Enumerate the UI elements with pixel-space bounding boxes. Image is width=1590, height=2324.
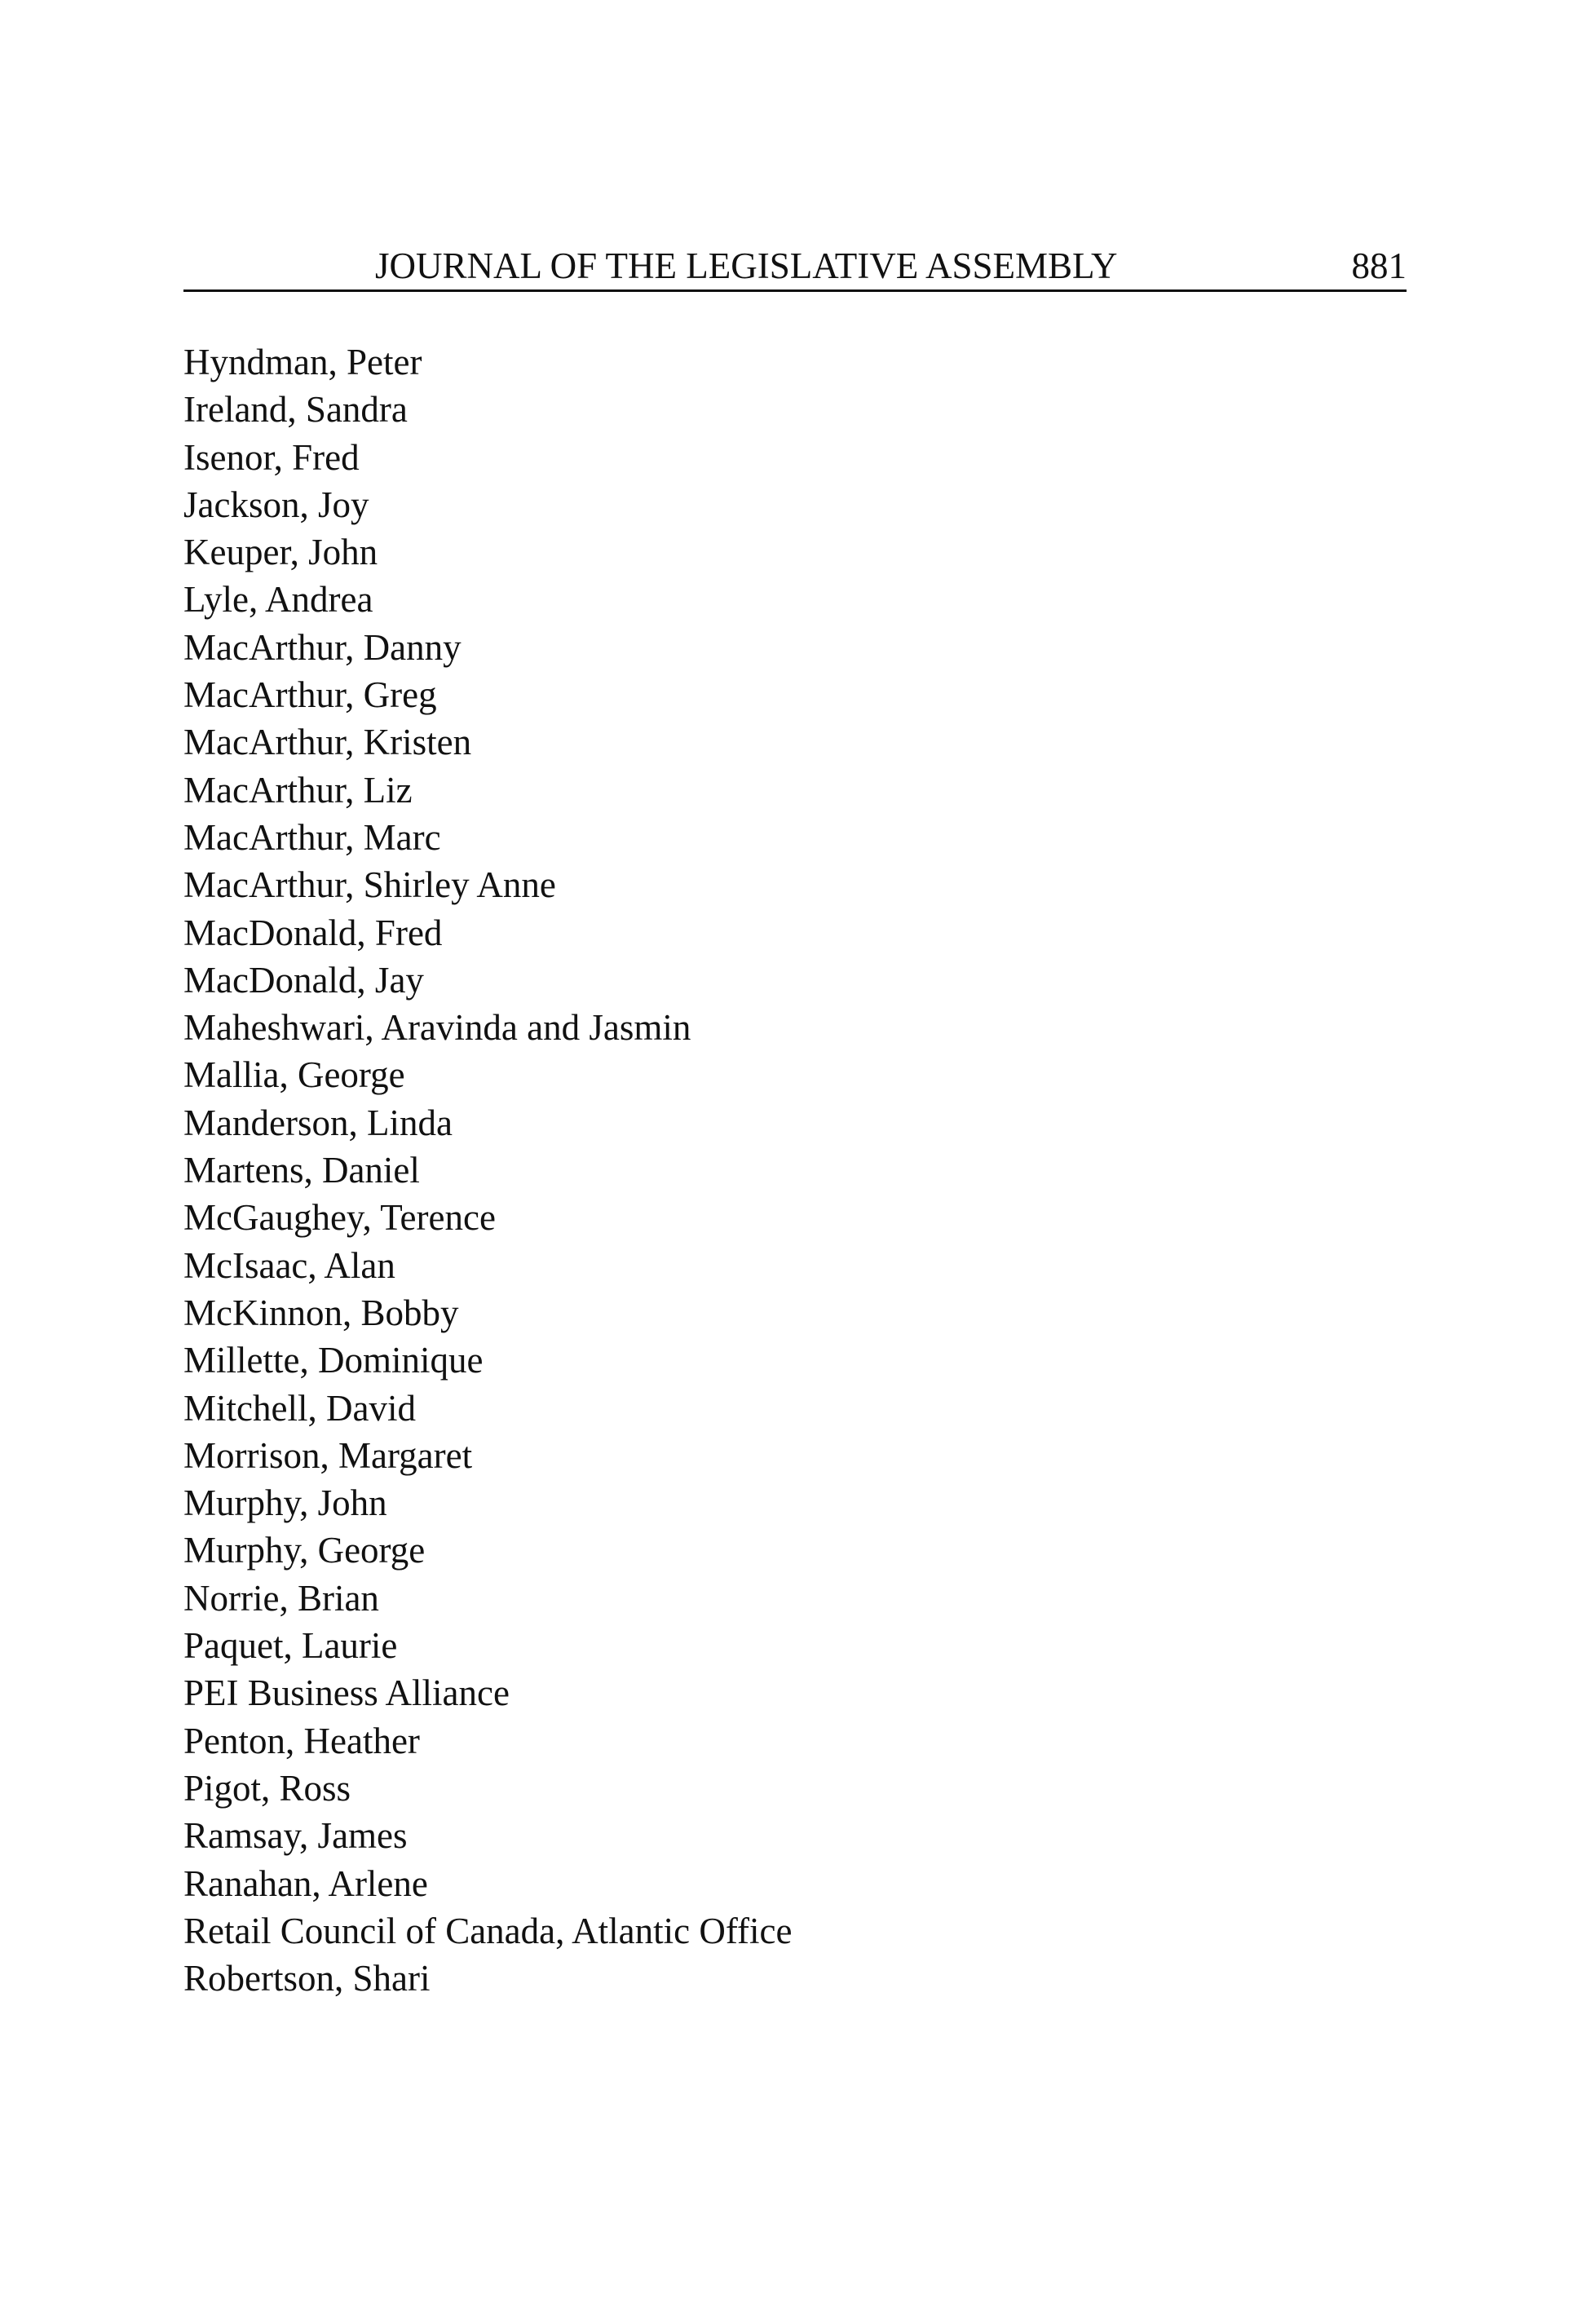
list-item: Hyndman, Peter	[183, 342, 422, 382]
list-item: MacArthur, Marc	[183, 816, 441, 858]
list-item: Mallia, George	[183, 1054, 405, 1096]
list-item: Penton, Heather	[183, 1720, 420, 1761]
list-item: Norrie, Brian	[183, 1577, 379, 1619]
list-item: Lyle, Andrea	[183, 579, 373, 621]
running-header	[183, 241, 1407, 292]
list-item: McKinnon, Bobby	[183, 1292, 459, 1333]
list-item: McIsaac, Alan	[183, 1244, 395, 1286]
list-item: MacArthur, Danny	[183, 626, 462, 668]
list-item: Keuper, John	[183, 532, 378, 573]
list-item: Mitchell, David	[183, 1387, 416, 1429]
list-item: Ranahan, Arlene	[183, 1862, 428, 1904]
list-item: MacDonald, Jay	[183, 959, 424, 1001]
list-item: Jackson, Joy	[183, 484, 369, 525]
list-item: Ireland, Sandra	[183, 389, 408, 431]
name-list	[183, 338, 792, 2002]
list-item: MacArthur, Greg	[183, 674, 437, 716]
list-item: MacArthur, Liz	[183, 769, 413, 811]
list-item: Manderson, Linda	[183, 1102, 453, 1143]
list-item: Robertson, Shari	[183, 1958, 431, 1999]
list-item: Murphy, George	[183, 1530, 426, 1571]
list-item: MacArthur, Shirley Anne	[183, 864, 556, 906]
list-item: PEI Business Alliance	[183, 1672, 510, 1714]
list-item: Martens, Daniel	[183, 1150, 420, 1191]
list-item: Millette, Dominique	[183, 1340, 484, 1381]
list-item: MacDonald, Fred	[183, 912, 443, 953]
list-item: Morrison, Margaret	[183, 1434, 473, 1476]
list-item: Isenor, Fred	[183, 436, 360, 478]
list-item: Maheshwari, Aravinda and Jasmin	[183, 1007, 691, 1049]
page-number: 881	[1351, 245, 1407, 286]
list-item: McGaughey, Terence	[183, 1197, 496, 1239]
list-item: MacArthur, Kristen	[183, 722, 472, 763]
list-item: Murphy, John	[183, 1482, 387, 1524]
list-item: Ramsay, James	[183, 1815, 408, 1857]
list-item: Pigot, Ross	[183, 1767, 351, 1809]
journal-title: JOURNAL OF THE LEGISLATIVE ASSEMBLY	[375, 245, 1118, 286]
list-item: Paquet, Laurie	[183, 1625, 398, 1667]
list-item: Retail Council of Canada, Atlantic Office	[183, 1910, 793, 1951]
